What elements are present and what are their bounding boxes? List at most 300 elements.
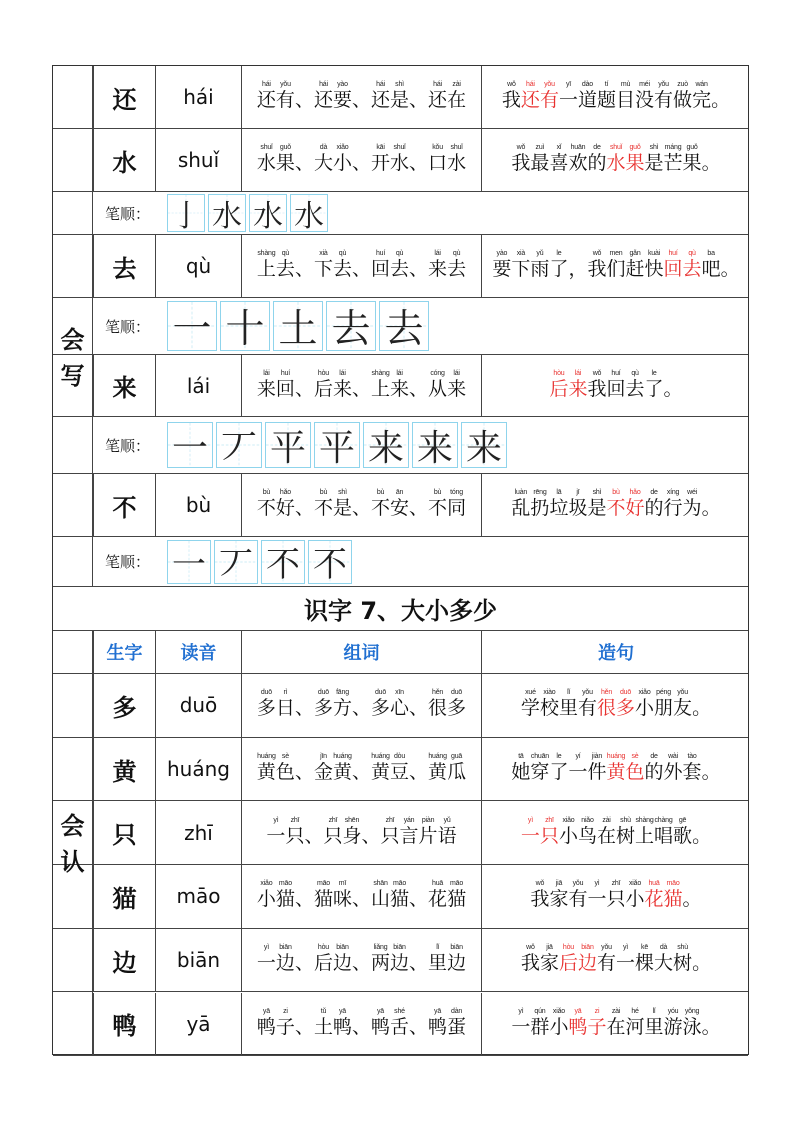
ruby-char (428, 689, 447, 721)
separator: 、 (351, 697, 371, 720)
pinyin-annotation: yán (403, 816, 415, 824)
hanzi: 歌 (673, 824, 693, 847)
pinyin-annotation: wéi (687, 489, 697, 496)
ruby-char (371, 144, 390, 176)
pinyin-annotation: qù (281, 250, 290, 257)
hanzi: 边 (275, 952, 295, 975)
pinyin-annotation: māo (316, 880, 330, 888)
hanzi: 日 (275, 697, 295, 720)
pinyin-annotation: bù (376, 489, 385, 496)
pinyin-annotation: kē (641, 944, 649, 952)
ruby-char (419, 817, 438, 849)
pinyin-annotation: hái (433, 81, 442, 88)
pinyin-annotation: zài (611, 1007, 621, 1015)
hanzi: 一 (511, 1015, 531, 1038)
hanzi: 我 (511, 152, 531, 174)
hanzi: 吧 (701, 258, 721, 280)
ruby-char (549, 370, 568, 402)
pinyin-annotation: yǔ (536, 250, 544, 257)
stroke-glyph: 不 (313, 545, 347, 585)
ruby-char (428, 250, 447, 282)
ruby-char (381, 817, 400, 849)
pinyin-annotation: qù (631, 369, 639, 377)
pinyin-annotation: zhī (545, 816, 554, 824)
ruby-char (342, 817, 361, 849)
hanzi: 回 (275, 377, 295, 400)
hanzi: 外 (663, 761, 683, 784)
hanzi: 山 (371, 888, 391, 911)
pinyin-annotation: zhī (385, 816, 395, 824)
pinyin-annotation: le (556, 753, 562, 761)
hanzi: 小 (256, 888, 276, 911)
ruby-char (447, 370, 466, 402)
ruby-char (428, 1008, 447, 1040)
character: 不 (112, 493, 137, 522)
ruby-char (276, 144, 295, 176)
hanzi: 身 (342, 824, 362, 847)
hanzi: 扔 (530, 497, 550, 519)
hanzi: 。 (720, 258, 740, 280)
ruby-char (645, 489, 664, 521)
separator: 、 (409, 697, 429, 720)
pinyin-annotation: xiào (543, 689, 556, 697)
hanzi: 一 (558, 89, 578, 111)
hanzi: 我 (587, 258, 607, 280)
hanzi: 去 (275, 258, 295, 280)
ruby-char (606, 489, 625, 521)
pinyin-annotation: zuì (535, 144, 545, 151)
hanzi: 两 (371, 952, 391, 975)
hanzi: 里 (558, 697, 578, 720)
hanzi: 黄 (606, 761, 626, 784)
ruby-char (540, 689, 559, 721)
ruby-char (257, 370, 276, 402)
ruby-char (314, 944, 333, 976)
ruby-char (626, 144, 645, 176)
stroke-box (167, 194, 205, 232)
pinyin-annotation: hòu (317, 944, 329, 952)
pinyin-annotation: shuǐ (393, 144, 406, 151)
hanzi: 只 (285, 824, 305, 847)
separator: 、 (351, 1015, 371, 1038)
stroke-boxes (167, 194, 331, 232)
pinyin-annotation: duō (317, 689, 329, 697)
char-row (53, 355, 748, 417)
hanzi: 果 (625, 152, 645, 174)
example-sentence (482, 81, 750, 113)
character: 去 (112, 254, 137, 283)
hanzi: 只 (380, 824, 400, 847)
stroke-glyph: 丆 (219, 545, 253, 585)
stroke-glyph: 十 (225, 307, 265, 352)
ruby-char (645, 370, 664, 402)
ruby-char (492, 250, 511, 282)
separator: 、 (409, 497, 429, 519)
pinyin-annotation: xiǎo (628, 880, 642, 888)
pinyin-annotation: qún (534, 1007, 546, 1015)
pinyin-annotation: liǎng (373, 944, 388, 952)
pinyin-annotation: wǒ (507, 81, 516, 88)
hanzi: 唱 (654, 824, 674, 847)
stroke-glyph: 去 (331, 307, 371, 352)
hanzi: 是 (332, 497, 352, 519)
ruby-char (447, 689, 466, 721)
hanzi: 欢 (568, 152, 588, 174)
hanzi: 有 (568, 888, 588, 911)
pinyin-annotation: dàn (451, 1007, 463, 1015)
ruby-char (371, 489, 390, 521)
pinyin-annotation: xíng (666, 489, 680, 496)
pinyin-annotation: kuài (648, 250, 661, 257)
label-char: 会 (60, 811, 85, 840)
ruby-char (428, 880, 447, 912)
separator: 、 (409, 377, 429, 400)
stroke-order-label: 笔顺： (105, 436, 151, 455)
hanzi: 猫 (663, 888, 683, 911)
pinyin-annotation: zi (594, 1007, 600, 1015)
ruby-char (597, 817, 616, 849)
stroke-glyph: 水 (253, 199, 283, 234)
ruby-char (530, 1008, 549, 1040)
ruby-char (333, 1008, 352, 1040)
pinyin-annotation: shì (649, 144, 659, 151)
separator: 、 (294, 377, 314, 400)
hanzi: 鸭 (428, 1015, 448, 1038)
example-sentence (482, 489, 750, 521)
pinyin-annotation: xīn (395, 689, 404, 697)
words-cell (241, 929, 481, 992)
char-row (53, 929, 748, 993)
worksheet-table (52, 65, 749, 1055)
example-sentence (482, 689, 750, 721)
pinyin: yā (186, 1011, 211, 1036)
ruby-char (333, 489, 352, 521)
ruby-char (333, 250, 352, 282)
hanzi: 还 (256, 89, 276, 111)
hanzi: 来 (256, 377, 276, 400)
ruby-char (333, 689, 352, 721)
hanzi: 河 (625, 1015, 645, 1038)
hanzi: 上 (371, 377, 391, 400)
hanzi: 瓜 (447, 761, 467, 784)
example-sentence (482, 250, 750, 282)
hanzi: 水 (447, 152, 467, 174)
hanzi: 来 (332, 377, 352, 400)
ruby-char (276, 753, 295, 785)
separator: 、 (409, 1015, 429, 1038)
ruby-char (645, 250, 664, 282)
sentence-cell (481, 738, 750, 801)
pinyin-annotation: huí (280, 369, 290, 377)
ruby-char (530, 250, 549, 282)
hanzi: 友 (673, 697, 693, 720)
ruby-char (257, 489, 276, 521)
ruby-char (587, 370, 606, 402)
ruby-char (257, 1008, 276, 1040)
word-list (242, 250, 481, 282)
ruby-char (530, 489, 549, 521)
hanzi: 道 (577, 89, 597, 111)
ruby-char (587, 489, 606, 521)
pinyin-annotation: yào (496, 250, 508, 257)
ruby-char (400, 817, 419, 849)
stroke-order-label: 笔顺： (105, 204, 151, 223)
ruby-char (664, 489, 683, 521)
hanzi: 边 (577, 952, 597, 975)
ruby-char (266, 817, 285, 849)
sentence-cell (481, 235, 750, 297)
stroke-box (167, 540, 211, 584)
hanzi: 树 (616, 824, 636, 847)
ruby-char (645, 144, 664, 176)
pinyin-annotation: lǐ (652, 1007, 656, 1015)
ruby-char (549, 489, 568, 521)
hanzi: 。 (701, 1015, 721, 1038)
char-cell (93, 801, 155, 864)
pinyin-annotation: huí (375, 250, 386, 257)
hanzi: 里 (428, 952, 448, 975)
hanzi: 一 (616, 952, 636, 975)
pinyin-annotation: māo (450, 880, 464, 888)
pinyin-annotation: yì (622, 944, 629, 952)
hanzi: 是 (390, 89, 410, 111)
stroke-glyph: 来 (416, 427, 453, 469)
pinyin-annotation: duō (451, 689, 463, 697)
pinyin-annotation: wán (695, 81, 708, 88)
ruby-char (635, 81, 654, 113)
char-row (53, 993, 748, 1057)
pinyin-annotation: xǐ (556, 144, 562, 151)
pinyin-annotation: de (650, 489, 658, 496)
hanzi: 雨 (530, 258, 550, 280)
ruby-char (683, 144, 702, 176)
ruby-char (702, 753, 721, 785)
label-char: 认 (60, 847, 85, 876)
ruby-char (428, 144, 447, 176)
hanzi: 水 (390, 152, 410, 174)
hanzi: 来 (390, 377, 410, 400)
pinyin-annotation: biān (279, 944, 292, 952)
ruby-char (549, 250, 568, 282)
pinyin-annotation: jiā (555, 880, 563, 888)
ruby-char (692, 689, 711, 721)
pinyin-annotation: yì (527, 816, 533, 824)
pinyin-annotation: wài (668, 753, 678, 761)
ruby-char (521, 689, 540, 721)
hanzi: 不 (256, 497, 276, 519)
pinyin-annotation: yǒu (658, 81, 669, 88)
ruby-char (597, 689, 616, 721)
hanzi: 黄 (332, 761, 352, 784)
pinyin-annotation: huáng (606, 753, 626, 761)
pinyin-annotation: shù (677, 944, 688, 952)
pinyin-annotation: luàn (514, 489, 528, 496)
hanzi: 回 (606, 377, 626, 400)
header-row (53, 631, 748, 674)
char-row (53, 674, 748, 738)
pinyin-annotation: guā (451, 753, 463, 761)
pinyin-annotation: wǒ (516, 144, 526, 151)
pinyin-annotation: chuān (530, 753, 549, 761)
hanzi: 。 (701, 152, 721, 174)
ruby-char (530, 144, 549, 176)
pinyin-annotation: yǒu (572, 880, 584, 888)
hanzi: 后 (549, 377, 569, 400)
char-cell (93, 929, 155, 992)
hanzi: 来 (428, 258, 448, 280)
words-cell (241, 993, 481, 1056)
hanzi: 。 (701, 497, 721, 519)
pinyin-annotation: yǒu (544, 81, 555, 88)
hanzi: 边 (332, 952, 352, 975)
pinyin-annotation: qù (688, 250, 696, 257)
hanzi: 花 (428, 888, 448, 911)
ruby-char (257, 144, 276, 176)
ruby-char (428, 753, 447, 785)
ruby-char (257, 880, 276, 912)
hanzi: 多 (256, 697, 276, 720)
char-row (53, 235, 748, 298)
hanzi: 去 (390, 258, 410, 280)
pinyin-annotation: gē (678, 816, 687, 824)
pinyin-cell (155, 355, 241, 416)
ruby-char (711, 81, 730, 113)
pinyin-annotation: chàng (654, 816, 673, 824)
stroke-box (308, 540, 352, 584)
pinyin-annotation: péng (656, 689, 671, 697)
pinyin-annotation: hòu (553, 369, 565, 377)
hanzi: 边 (390, 952, 410, 975)
words-cell (241, 235, 481, 297)
pinyin-cell (155, 801, 241, 864)
ruby-char (447, 753, 466, 785)
hanzi: 一 (266, 824, 286, 847)
pinyin-cell (155, 674, 241, 737)
pinyin-annotation: shuǐ (260, 144, 273, 151)
hanzi: 群 (530, 1015, 550, 1038)
pinyin-annotation: shé (394, 1007, 405, 1015)
hanzi: 。 (663, 377, 683, 400)
ruby-char (257, 944, 276, 976)
pinyin-annotation: hěn (600, 689, 613, 697)
pinyin-annotation: māo (666, 880, 680, 888)
ruby-char (314, 144, 333, 176)
hanzi: 们 (606, 258, 626, 280)
ruby-char (626, 1008, 645, 1040)
stroke-box (461, 422, 507, 468)
hanzi: 在 (596, 824, 616, 847)
char-row (53, 801, 748, 865)
stroke-box (167, 301, 217, 351)
hanzi: 下 (313, 258, 333, 280)
hanzi: 一 (256, 952, 276, 975)
words-cell (241, 801, 481, 864)
ruby-char (654, 944, 673, 976)
hanzi: 大 (313, 152, 333, 174)
pinyin-annotation: xiǎo (260, 880, 273, 888)
pinyin-annotation: dà (319, 144, 328, 151)
stroke-order-label: 笔顺： (105, 553, 151, 571)
sentence-cell (481, 355, 750, 416)
hanzi: 有 (596, 952, 616, 975)
char-cell (93, 738, 155, 801)
ruby-char (606, 880, 625, 912)
hanzi: 要 (492, 258, 512, 280)
character: 鸭 (112, 1012, 137, 1041)
sentence-cell (481, 865, 750, 928)
pinyin-annotation: wǒ (592, 369, 602, 377)
ruby-char (654, 81, 673, 113)
hanzi: 豆 (390, 761, 410, 784)
section-label-write (53, 129, 93, 587)
pinyin-annotation: xià (319, 250, 328, 257)
ruby-char (683, 753, 702, 785)
pinyin-annotation: shuǐ (609, 144, 623, 151)
stroke-box (326, 301, 376, 351)
pinyin-annotation: tā (518, 753, 524, 761)
hanzi: 去 (332, 258, 352, 280)
pinyin: huáng (167, 757, 230, 782)
hanzi: 快 (644, 258, 664, 280)
hanzi: 语 (437, 824, 457, 847)
hanzi: 校 (539, 697, 559, 720)
ruby-char (673, 689, 692, 721)
hanzi: 。 (692, 697, 712, 720)
ruby-char (390, 144, 409, 176)
separator: 、 (409, 89, 429, 111)
ruby-char (568, 753, 587, 785)
hanzi: 有 (577, 697, 597, 720)
pinyin-annotation: yǒu (280, 81, 291, 88)
ruby-char (276, 250, 295, 282)
ruby-char (664, 250, 683, 282)
ruby-char (645, 880, 664, 912)
ruby-char (371, 250, 390, 282)
separator: 、 (351, 761, 371, 784)
pinyin: hái (183, 85, 214, 109)
ruby-char (692, 81, 711, 113)
ruby-char (333, 370, 352, 402)
words-cell (241, 865, 481, 928)
ruby-char (371, 689, 390, 721)
ruby-char (654, 689, 673, 721)
ruby-char (438, 817, 457, 849)
char-row (53, 129, 748, 192)
hanzi: 在 (606, 1015, 626, 1038)
stroke-box (214, 540, 258, 584)
words-cell (241, 66, 481, 128)
hanzi: 的 (644, 497, 664, 519)
separator: 、 (409, 952, 429, 975)
hanzi: 只 (539, 824, 559, 847)
hanzi: 从 (428, 377, 448, 400)
pinyin-annotation: yǒu (601, 944, 612, 952)
ruby-char (587, 1008, 606, 1040)
ruby-char (559, 944, 578, 976)
pinyin-annotation: xiǎo (336, 144, 349, 151)
ruby-char (276, 1008, 295, 1040)
ruby-char (276, 880, 295, 912)
separator: 、 (409, 152, 429, 174)
ruby-char (683, 1008, 702, 1040)
pinyin: māo (176, 884, 221, 909)
hanzi: 色 (275, 761, 295, 784)
sentence-cell (481, 993, 750, 1056)
word-list (242, 944, 481, 976)
words-cell (241, 129, 481, 191)
words-cell (241, 738, 481, 801)
pinyin-annotation: yì (518, 1007, 524, 1015)
